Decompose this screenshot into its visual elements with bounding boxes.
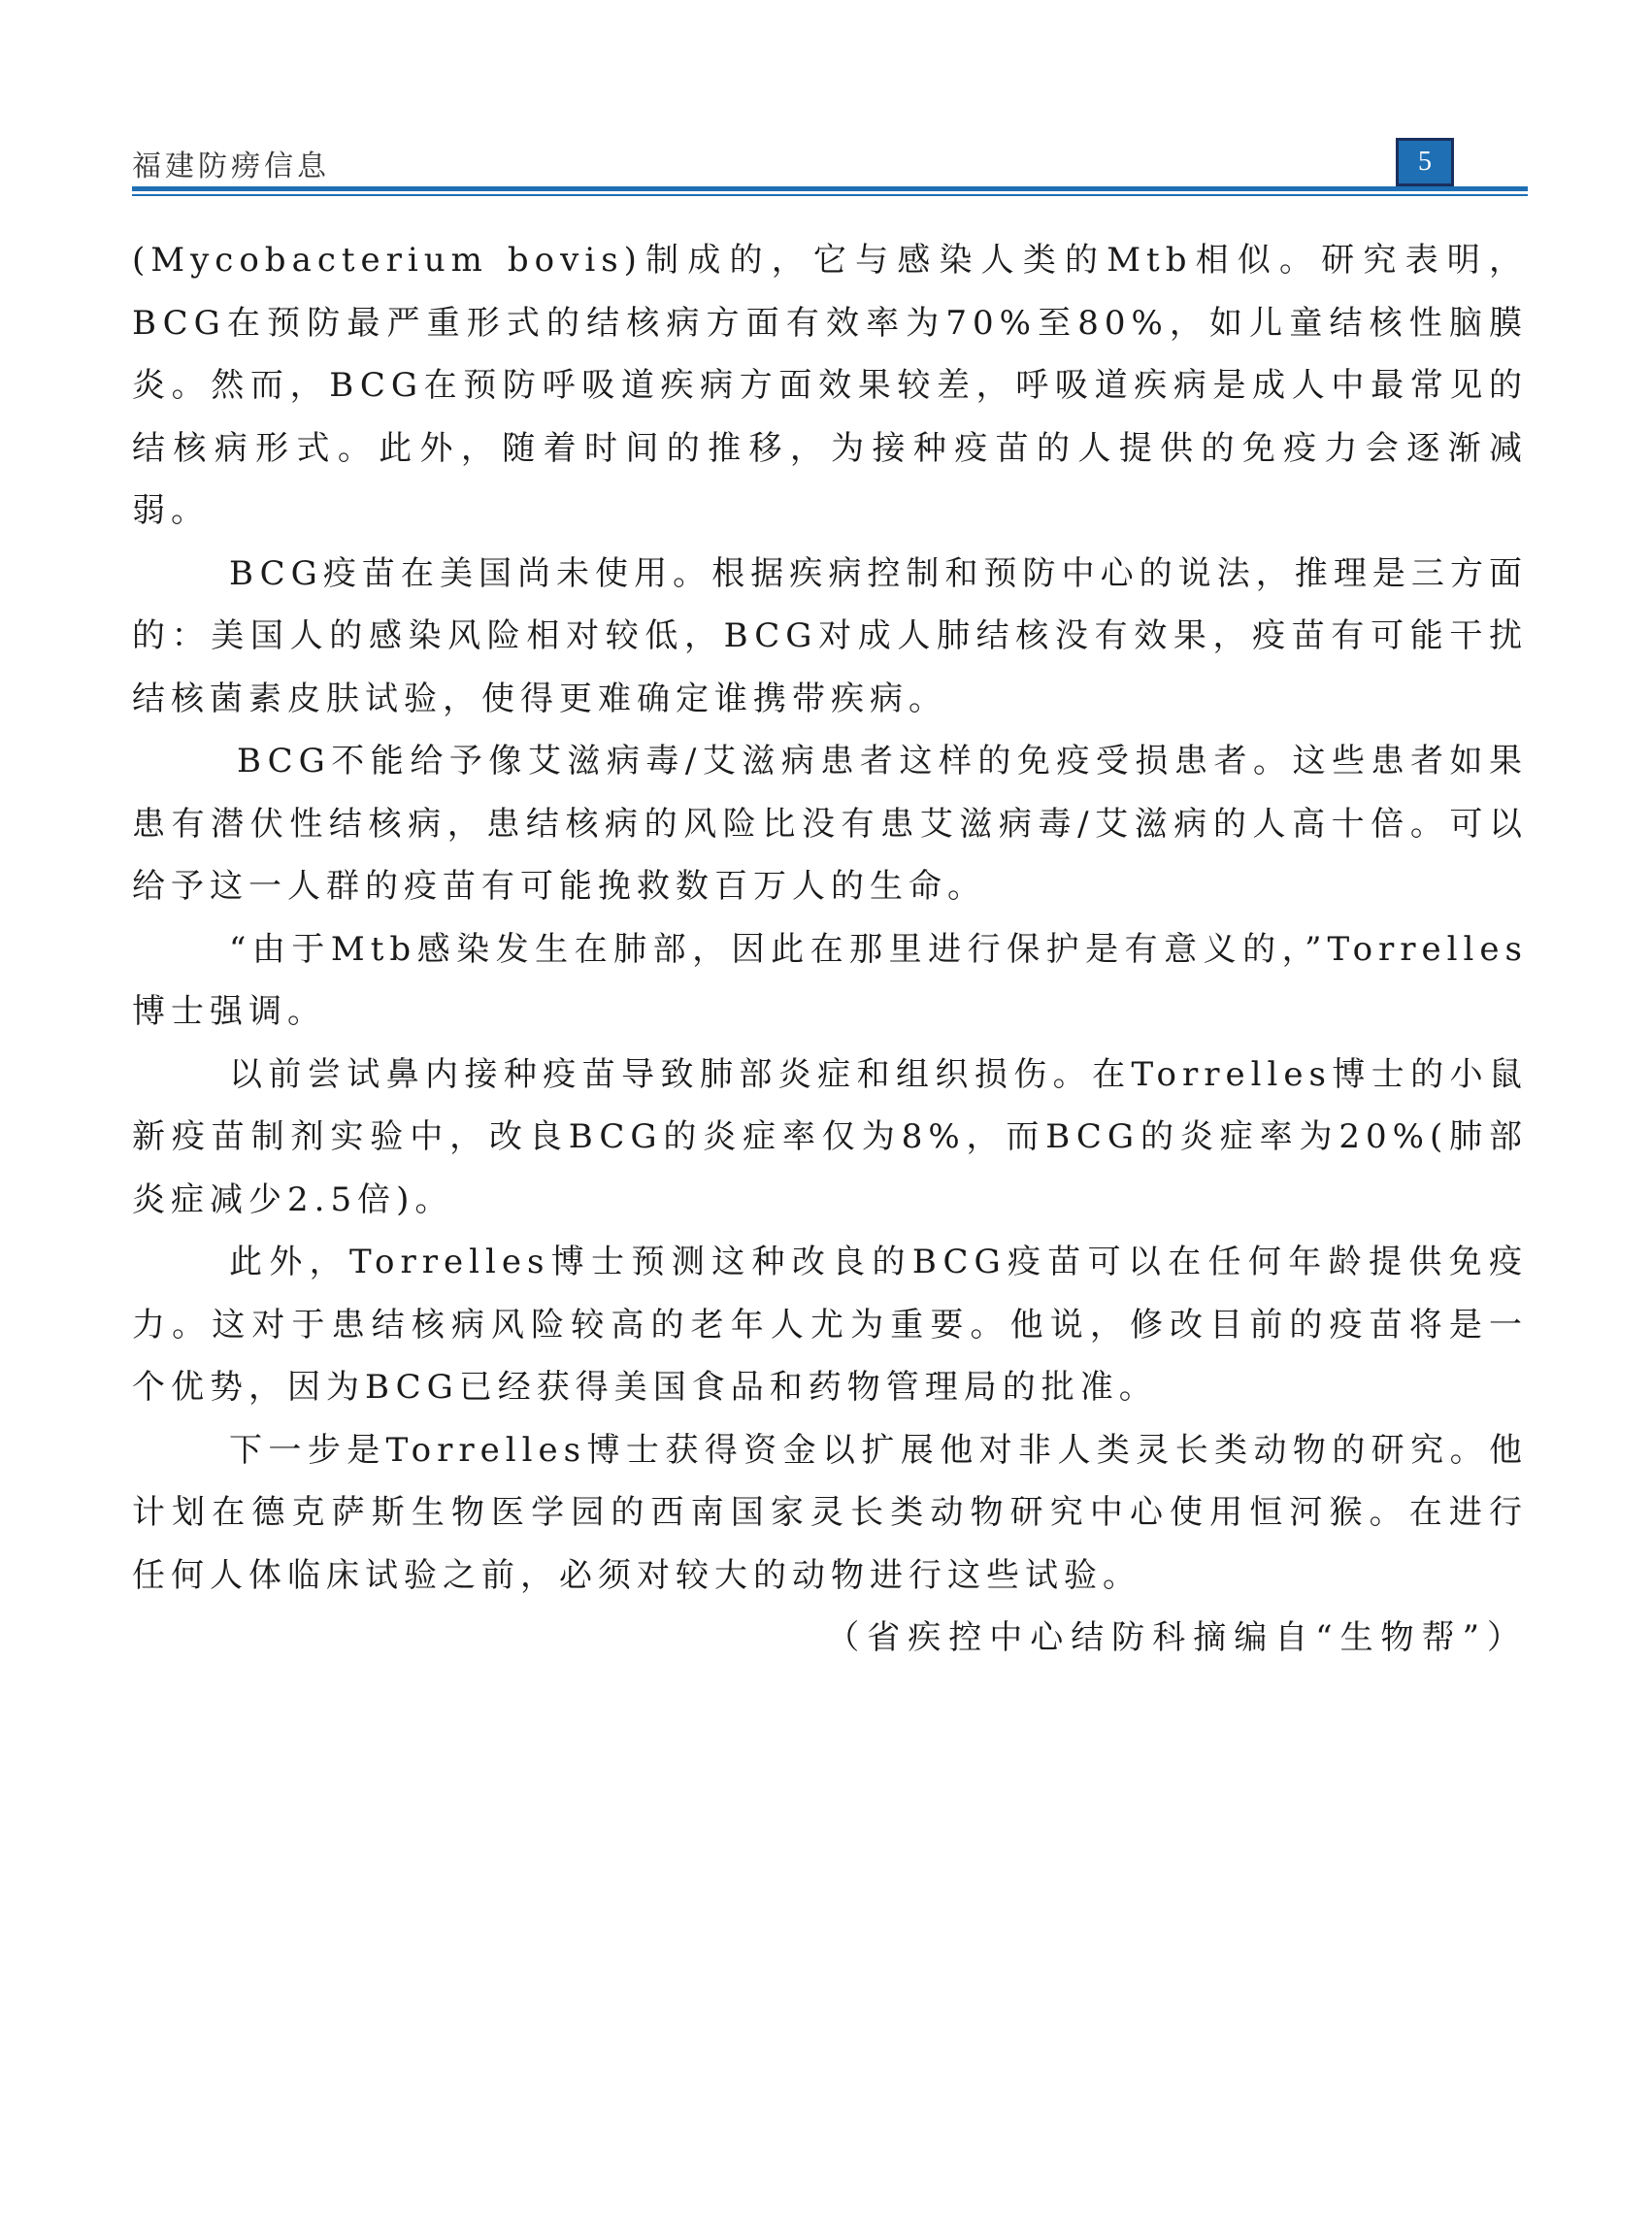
page-number: 5 (1396, 138, 1454, 186)
page-header (132, 138, 1528, 196)
paragraph-1: (Mycobacterium bovis)制成的，它与感染人类的Mtb相似。研究表明，BCG在预防最严重形式的结核病方面有效率为70%至80%，如儿童结核性脑膜炎。然而，BCG在预防呼吸道疾病方面效果较差，呼吸道疾病是成人中最常见的结核病形式。此外，随着时间的推移，为接种疫苗的人提供的免疫力会逐渐减弱。 (132, 241, 1528, 530)
article-body (132, 229, 1528, 1670)
paragraph-7: 下一步是Torrelles博士获得资金以扩展他对非人类灵长类动物的研究。他计划在德克萨斯生物医学园的西南国家灵长类动物研究中心使用恒河猴。在进行任何人体临床试验之前，必须对较大的动物进行这些试验。 (132, 1430, 1528, 1595)
paragraph-2: BCG疫苗在美国尚未使用。根据疾病控制和预防中心的说法，推理是三方面的：美国人的感染风险相对较低，BCG对成人肺结核没有效果，疫苗有可能干扰结核菌素皮肤试验，使得更难确定谁携带疾病。 (132, 553, 1528, 718)
paragraph-5: 以前尝试鼻内接种疫苗导致肺部炎症和组织损伤。在Torrelles博士的小鼠新疫苗制剂实验中，改良BCG的炎症率仅为8%，而BCG的炎症率为20%(肺部炎症减少2.5倍)。 (132, 1054, 1528, 1219)
header-rule-thin (132, 194, 1528, 196)
paragraph-6: 此外，Torrelles博士预测这种改良的BCG疫苗可以在任何年龄提供免疫力。这对于患结核病风险较高的老年人尤为重要。他说，修改目前的疫苗将是一个优势，因为BCG已经获得美国食品和药物管理局的批准。 (132, 1243, 1528, 1407)
paragraph-4: “由于Mtb感染发生在肺部，因此在那里进行保护是有意义的，”Torrelles博士强调。 (132, 929, 1528, 1031)
source-attribution: （省疾控中心结防科摘编自“生物帮”） (826, 1618, 1528, 1657)
publication-title: 福建防痨信息 (132, 149, 330, 183)
header-rule-thick (132, 186, 1528, 191)
paragraph-3: BCG不能给予像艾滋病毒/艾滋病患者这样的免疫受损患者。这些患者如果患有潜伏性结核病，患结核病的风险比没有患艾滋病毒/艾滋病的人高十倍。可以给予这一人群的疫苗有可能挽救数百万人的生命。 (132, 742, 1528, 906)
